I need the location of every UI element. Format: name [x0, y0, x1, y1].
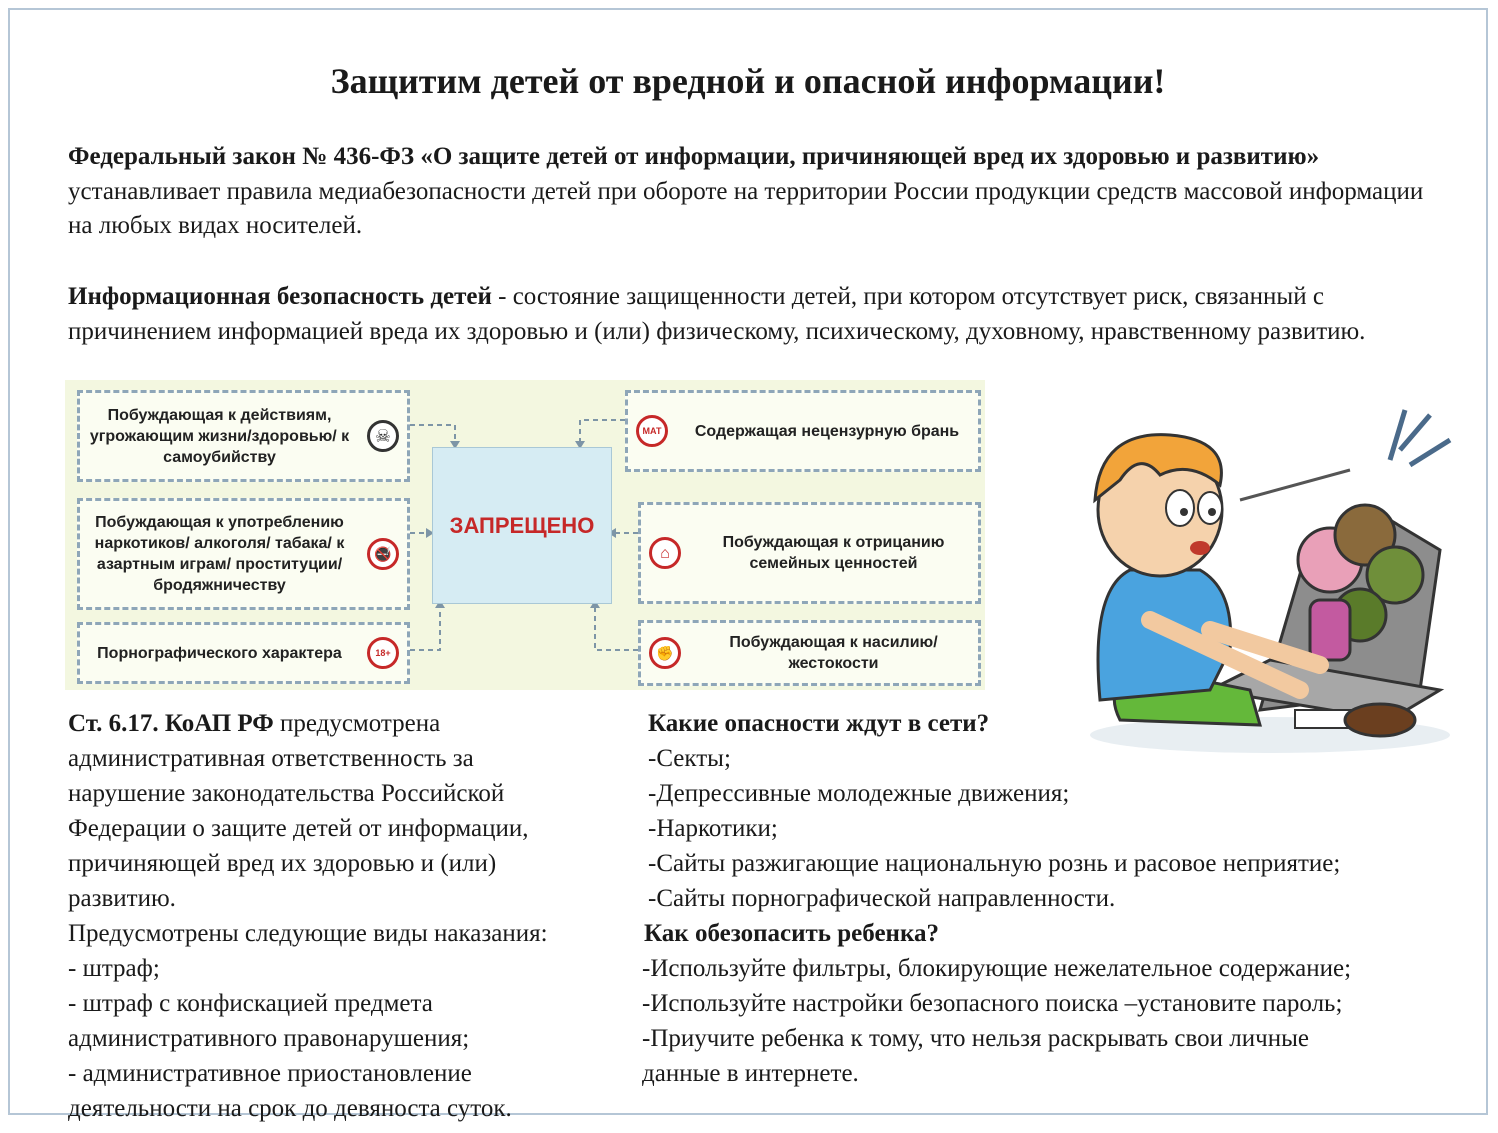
forbidden-content-diagram	[65, 380, 985, 690]
skull-icon: ☠	[367, 420, 399, 452]
danger-item: -Наркотики;	[648, 815, 778, 842]
left-line: причиняющей вред их здоровью и (или)	[68, 850, 497, 877]
danger-item: -Сайты порнографической направленности.	[648, 885, 1116, 912]
left-line: - штраф с конфискацией предмета	[68, 990, 433, 1017]
protect-item: -Используйте настройки безопасного поиска –установите пароль;	[642, 990, 1343, 1017]
protect-item: -Приучите ребенка к тому, что нельзя раскрывать свои личные	[642, 1025, 1309, 1052]
box-family-values-label: Побуждающая к отрицанию семейных ценностей	[722, 534, 945, 572]
left-line: - административное приостановление	[68, 1060, 472, 1087]
no-profanity-icon: МАТ	[636, 415, 668, 447]
left-line: административная ответственность за	[68, 745, 474, 772]
left-line: - штраф;	[68, 955, 160, 982]
box-porn	[77, 622, 410, 684]
law-paragraph	[68, 140, 1448, 244]
house-crossed-icon: ⌂	[649, 537, 681, 569]
protect-heading: Как обезопасить ребенка?	[644, 920, 939, 947]
law-description: устанавливает правила медиабезопасности детей при обороте на территории России продукции средств массовой информации на любых видах носителей.	[68, 177, 1424, 239]
forbidden-center: ЗАПРЕЩЕНО	[432, 447, 612, 604]
box-profanity	[625, 390, 981, 472]
online-dangers	[642, 706, 1482, 1091]
dangers-heading: Какие опасности ждут в сети?	[648, 710, 990, 737]
box-life-threat-label: Побуждающая к действиям, угрожающим жизни/здоровью/ к самоубийству	[89, 406, 350, 466]
protect-item: -Используйте фильтры, блокирующие нежелательное содержание;	[642, 955, 1352, 982]
danger-item: -Депрессивные молодежные движения;	[648, 780, 1070, 807]
box-porn-label: Порнографического характера	[97, 644, 342, 662]
left-line: развитию.	[68, 885, 176, 912]
danger-item: -Сайты разжигающие национальную рознь и расовое неприятие;	[648, 850, 1341, 877]
left-line: нарушение законодательства Российской	[68, 780, 505, 807]
left-line: предусмотрена	[273, 710, 441, 737]
left-line: деятельности на срок до девяноста суток.	[68, 1095, 512, 1122]
info-poster	[8, 8, 1488, 1122]
law-name: Федеральный закон № 436-ФЗ «О защите детей от информации, причиняющей вред их здоровью и развитию»	[68, 143, 1320, 170]
page-title: Защитим детей от вредной и опасной информации!	[330, 61, 1166, 101]
adult-prohibited-icon: 18+	[367, 637, 399, 669]
no-smoking-icon: 🚭	[367, 538, 399, 570]
box-violence	[638, 620, 981, 686]
definition-term: Информационная безопасность детей	[68, 283, 492, 310]
left-line: административного правонарушения;	[68, 1025, 470, 1052]
box-drugs-label: Побуждающая к употреблению наркотиков/ алкоголя/ табака/ к азартным играм/ проституции/ бродяжничеству	[94, 514, 345, 594]
koap-article: Ст. 6.17. КоАП РФ	[68, 710, 274, 737]
box-violence-label: Побуждающая к насилию/ жестокости	[729, 634, 938, 672]
child-computer-illustration	[1060, 390, 1460, 760]
protect-item: данные в интернете.	[642, 1060, 859, 1087]
box-life-threat	[77, 390, 410, 482]
left-line: Федерации о защите детей от информации,	[68, 815, 529, 842]
danger-item: -Секты;	[648, 745, 731, 772]
definition-text: - состояние защищенности детей, при котором отсутствует риск, связанный с причинением информацией вреда их здоровью и (или) физическому, психическому, духовному, нравственному развитию.	[68, 283, 1366, 345]
box-family-values	[638, 502, 981, 604]
no-violence-icon: ✊	[649, 637, 681, 669]
administrative-liability	[68, 706, 638, 1126]
definition-paragraph	[68, 280, 1448, 349]
box-drugs	[77, 498, 410, 610]
left-line: Предусмотрены следующие виды наказания:	[68, 920, 548, 947]
box-profanity-label: Содержащая нецензурную брань	[694, 422, 960, 440]
